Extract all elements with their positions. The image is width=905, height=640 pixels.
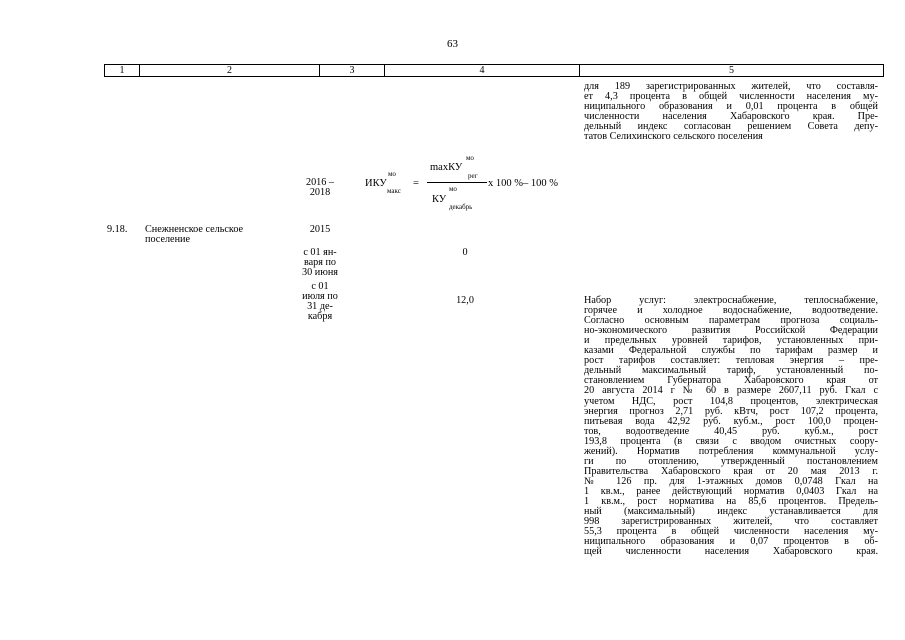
header-col-5: 5 <box>729 65 734 76</box>
description-line: дельный максимальный тариф, установленный по- <box>584 365 878 377</box>
page-number: 63 <box>447 38 458 50</box>
period-line: 30 июня <box>302 266 338 278</box>
description-line: 1 кв.м., ранее действующий норматив 0,0403 Гкал на <box>584 485 878 497</box>
description-line: № 126 пр. для 1-этажных домов 0,0748 Гкал на <box>584 475 878 487</box>
description-line: тов, водоотведение 40,45 руб. куб.м., рост <box>584 425 878 437</box>
description-line: горячее и холодное водоснабжение, водоотведение. <box>584 305 878 317</box>
text-line: ет 4,3 процента в общей численности населения му- <box>584 91 878 102</box>
denominator-superscript: мо <box>449 185 457 193</box>
header-col-4: 4 <box>385 65 580 76</box>
index-value-first-half: 0 <box>462 247 468 258</box>
formula-tail: х 100 %– 100 % <box>488 178 558 189</box>
description-line: Согласно основным параметрам прогноза социаль- <box>584 315 878 327</box>
description-line: 1 кв.м., рост норматива на 85,6 процентов. Предель- <box>584 496 878 507</box>
description-line: 998 зарегистрированных жителей, что составляет <box>584 516 878 528</box>
denominator-subscript: декабрь <box>449 203 473 211</box>
header-col-3: 3 <box>320 65 385 76</box>
description-line: ный (максимальный) индекс устанавливается для <box>584 506 878 518</box>
description-line: казами Федеральной службы по тарифам размер и <box>584 345 878 357</box>
description-line: Правительства Хабаровского края от 20 мая 2013 г. <box>584 465 878 477</box>
lhs-subscript: макс <box>387 187 401 195</box>
equals-sign: = <box>413 178 419 189</box>
description-line: ги по отоплению, утвержденный постановлением <box>584 455 878 467</box>
description-line: 193,8 процента (в связи с вводом очистных соору- <box>584 435 878 447</box>
period-line: 31 де- <box>307 300 333 312</box>
period-line: с 01 <box>311 281 329 292</box>
description-line: и предельных уровней тарифов, установленных при- <box>584 335 878 347</box>
description-line: ниципального образования и 0,07 процентов в об- <box>584 536 878 548</box>
numerator-superscript: мо <box>466 154 474 162</box>
text-line: численности населения Хабаровского края. Пре- <box>584 111 878 122</box>
text-line: татов Селихинского сельского поселения <box>584 131 763 142</box>
year-2015: 2015 <box>309 224 331 235</box>
numerator-subscript: рег <box>468 172 478 180</box>
period-first-half <box>292 248 348 278</box>
settlement-name <box>145 225 285 245</box>
settlement-name-line: Снежненское сельское <box>145 224 244 235</box>
period-line: варя по <box>303 256 337 268</box>
numerator: maxКУ <box>430 162 463 173</box>
period-line: с 01 ян- <box>303 247 337 258</box>
text-line: для 189 зарегистрированных жителей, что составля- <box>584 81 878 92</box>
period-line: кабря <box>307 310 333 322</box>
description-line: Набор услуг: электроснабжение, теплоснабжение, <box>584 295 878 306</box>
description-line: но-экономического развития Российской Федерации <box>584 325 878 337</box>
text-line: дельный индекс согласован решением Совета депу- <box>584 121 878 132</box>
description-line: учетом НДС, рост 104,8 процентов, электрическая <box>584 395 878 407</box>
description-line: 20 августа 2014 г № 60 в размере 2607,11 руб. Гкал с <box>584 385 878 397</box>
period-line: июля по <box>302 290 338 302</box>
period-line: 2018 <box>309 186 331 198</box>
header-col-1: 1 <box>105 65 140 76</box>
fraction-bar <box>427 182 487 183</box>
header-col-2: 2 <box>140 65 320 76</box>
description-line: питьевая вода 42,92 руб. куб.м., рост 100,0 процен- <box>584 415 878 427</box>
description-line: жений). Норматив потребления коммунальной услу- <box>584 445 878 457</box>
settlement-name-line: поселение <box>145 233 190 245</box>
lhs-symbol: ИКУ <box>365 178 387 189</box>
description-line: становлением Губернатора Хабаровского края от <box>584 375 878 387</box>
period-line: 2016 – <box>305 177 334 188</box>
table-header-row <box>104 64 884 77</box>
text-line: ниципального образования и 0,01 процента в общей <box>584 101 878 112</box>
description-line: энергия прогноз 2,71 руб. кВтч, рост 107,2 процента, <box>584 405 878 417</box>
description-line: щей численности населения Хабаровского края. <box>584 546 878 558</box>
description-line: рост тарифов составляет: тепловая энергия – пре- <box>584 355 878 367</box>
lhs-superscript: мо <box>388 170 396 178</box>
description-line: 55,3 процента в общей численности населения му- <box>584 526 878 538</box>
period-2016-2018 <box>292 178 348 198</box>
period-second-half <box>292 282 348 322</box>
row-number: 9.18. <box>107 224 128 235</box>
index-value-second-half: 12,0 <box>456 295 474 306</box>
denominator: КУ <box>432 194 447 205</box>
